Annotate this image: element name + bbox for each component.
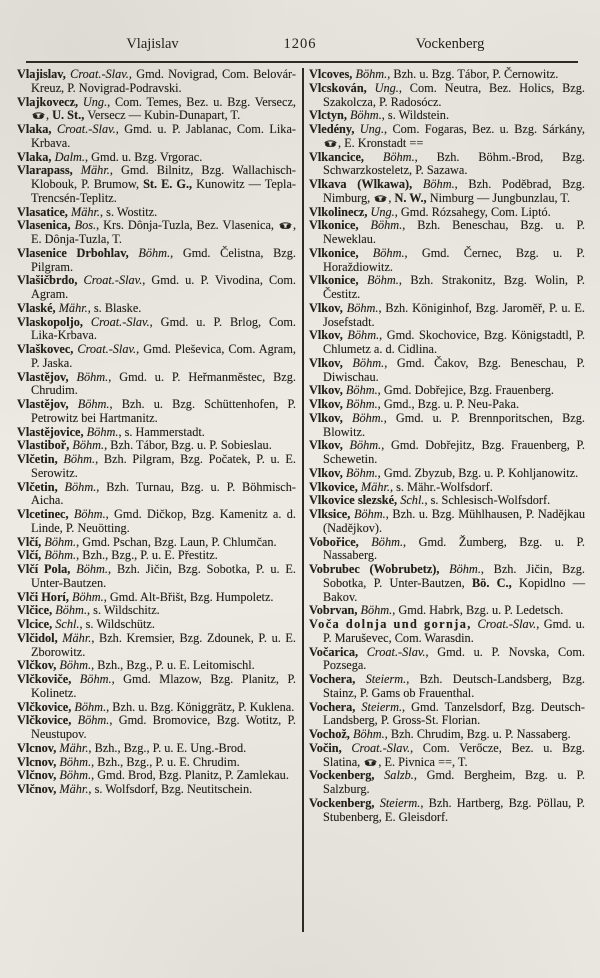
entry — [17, 219, 296, 247]
entry — [309, 673, 585, 701]
entry-region: Böhm. — [352, 355, 385, 370]
entry-text: , Gmd. u. P. Brennporitschen, Bzg. Blowitz. — [323, 410, 585, 439]
entry-region: Böhm. — [345, 397, 378, 411]
entry-headword: Vlčnov, — [17, 782, 60, 796]
entry-text: , Gmd. Alt-Břišt, Bzg. Humpoletz. — [103, 589, 274, 604]
entry-headword: Vlksice, — [309, 507, 354, 521]
entry-text: , Gmd. Rózsahegy, Com. Liptó. — [394, 204, 551, 219]
entry-text: , Gmd. Pschan, Bzg. Laun, P. Chlumčan. — [76, 534, 277, 549]
entry-region: Böhm. — [64, 479, 97, 494]
entry-region: Böhm. — [44, 548, 77, 563]
entry-region: Croat.-Slav. — [477, 617, 537, 631]
entry — [17, 481, 296, 509]
entry-headword: Vlčice, — [17, 603, 56, 618]
entry-headword: Vlaské, — [17, 300, 59, 315]
entry-headword: Vlčkoviče, — [17, 672, 80, 686]
entry-text: , Bzh. Pilgram, Bzg. Počatek, P. u. E. Serowitz. — [31, 452, 296, 480]
entry-text: , Bzh. Tábor, Bzg. u. P. Sobieslau. — [104, 438, 272, 453]
entry-headword: Vlaškovec, — [17, 342, 78, 356]
posthorn-icon — [31, 111, 46, 120]
entry-text: , Bzh., Bzg., P. u. E. Ung.-Brod. — [88, 740, 247, 755]
entry-text: , s. Hammerstadt. — [118, 424, 205, 439]
entry — [17, 68, 296, 96]
entry — [17, 426, 296, 440]
entry — [17, 302, 296, 316]
entry-region: Böhm. — [76, 562, 108, 576]
entry — [309, 439, 585, 467]
entry-region: Böhm. — [74, 699, 107, 714]
entry — [17, 769, 296, 783]
entry-region: Salzb. — [384, 768, 414, 783]
entry-text: , s. Mähr.-Wolfsdorf. — [389, 479, 493, 494]
entry-text: , Bzh. Hartberg, Bzg. Pöllau, P. Stubenberg, E. Gleisdorf. — [323, 795, 585, 824]
entry-text: , Gmd. Černec, Bzg. u. P. Horaždiowitz. — [323, 245, 585, 274]
entry-region: Böhm. — [86, 424, 119, 439]
entry — [309, 151, 585, 179]
entry-headword: Vlastějovice, — [17, 424, 87, 439]
entry-region: Dalm. — [54, 149, 85, 164]
entry — [17, 164, 296, 205]
entry-region: Böhm. — [353, 507, 386, 521]
entry-text: , Bzh. u. Bzg. Tábor, P. Černowitz. — [387, 67, 559, 81]
entry-text: , Gmd. u. P. Brlog, Com. Lika-Krbava. — [31, 314, 297, 343]
entry-text: , Bzh., Bzg., P. u. E. Leitomischl. — [91, 658, 255, 673]
entry-headword: Vlcnov, — [17, 754, 60, 769]
entry — [17, 604, 296, 618]
entry-headword: Vlcoves, — [309, 67, 356, 81]
entry — [17, 659, 296, 673]
entry — [17, 673, 296, 701]
entry-text: , Bzh. u. Bzg. Königgrätz, P. Kuklena. — [106, 699, 295, 714]
entry-headword: Vockenberg, — [309, 768, 385, 783]
entry-region: Böhm. — [77, 713, 110, 728]
entry-headword: Vlkov, — [309, 383, 346, 398]
entry-region: Mähr. — [70, 204, 101, 219]
entry — [309, 728, 585, 742]
entry-region: Croat.-Slav. — [366, 644, 426, 659]
entry-headword: Vlcskován, — [309, 80, 375, 95]
entry — [17, 701, 296, 715]
entry — [309, 536, 585, 564]
entry-text: , s. Wolfsdorf, Bzg. Neutitschein. — [88, 782, 253, 796]
entry-text: , Com. Temes, Bez. u. Bzg. Versecz, — [107, 94, 296, 109]
entry-text: , Bzh. u. Bzg. Schüttenhofen, P. Petrowitz bei Hartmanitz. — [31, 397, 296, 425]
entry-headword: Vledény, — [309, 122, 360, 136]
entry — [17, 123, 296, 151]
entry-region: Mähr. — [59, 782, 89, 796]
entry — [309, 68, 585, 82]
entry-text: , s. Wildschitz. — [87, 603, 160, 618]
entry-text: , s. Wostitz. — [100, 204, 158, 219]
entry-headword: Vlašičbrdo, — [17, 273, 84, 288]
entry-region: Böhm. — [72, 438, 105, 453]
entry — [17, 714, 296, 742]
entry-headword: Vlaka, — [17, 149, 55, 164]
entry-headword: Vlkava (Wlkawa), — [309, 177, 423, 191]
entry-headword: Vlkov, — [309, 465, 346, 480]
text-columns — [17, 68, 585, 936]
entry-text: , Bzh. Poděbrad, Bzg. Nimburg, — [323, 177, 585, 205]
entry-headword: Vlasatice, — [17, 204, 71, 219]
entry-region: Böhm. — [367, 273, 399, 288]
entry-text: , Gmd. u. P. Jablanac, Com. Lika-Krbava. — [31, 122, 296, 150]
entry-region: Böhm. — [370, 218, 403, 233]
entry-region: Böhm. — [79, 672, 112, 686]
entry-text: , s. Schlesisch-Wolfsdorf. — [424, 493, 551, 508]
entry-text: Nimburg — Jungbunzlau, T. — [429, 190, 571, 205]
entry-headword: Vlcetinec, — [17, 507, 74, 521]
entry-text: Versecz — Kubin-Dunapart, T. — [87, 108, 241, 123]
entry-text: , Gmd. Brod, Bzg. Planitz, P. Zamlekau. — [91, 768, 289, 783]
entry-headword: Vlkov, — [309, 328, 348, 343]
entry-region: Mähr. — [58, 300, 88, 315]
entry-headword: Vlkovice slezské, — [309, 493, 401, 508]
entry — [309, 384, 585, 398]
entry-headword: Vlčkov, — [17, 658, 60, 673]
entry-region: Schl. — [400, 493, 425, 508]
entry — [309, 123, 585, 151]
entry-text: , Bzh. Böhm.-Brod, Bzg. Schwarzkosteletz, P. Sazawa. — [323, 149, 586, 178]
entry-text: , Gmd. Pleševica, Com. Agram, P. Jaska. — [31, 342, 296, 370]
entry-headword: Vlkov, — [309, 300, 347, 315]
entry-text: , Gmd. Čakov, Bzg. Beneschau, P. Diwischau. — [323, 355, 586, 384]
entry-region: Böhm. — [360, 603, 393, 618]
entry-text: , E. Pivnica ==, T. — [378, 754, 468, 769]
entry-text: Kopidlno — Bakov. — [323, 575, 585, 604]
entry-text: , Gmd. Mlazow, Bzg. Planitz, P. Kolinetz. — [31, 672, 297, 700]
entry-headword: Vlči Horí, — [17, 589, 72, 604]
entry-text: , Bzh. Kremsier, Bzg. Zdounek, P. u. E. Zborowitz. — [31, 630, 296, 659]
column-divider — [302, 68, 304, 932]
entry — [309, 274, 585, 302]
entry — [17, 343, 296, 371]
entry-region: Ung. — [374, 80, 399, 95]
entry-region: Croat.-Slav. — [90, 314, 150, 329]
entry-text: Kunowitz — Tepla-Trencsén-Teplitz. — [31, 177, 296, 205]
entry-headword: Voča dolnja und gornja, — [309, 617, 478, 631]
entry-headword: Bö. C., — [471, 575, 519, 590]
entry-text: , Gmd. Bromovice, Bzg. Wotitz, P. Neustupov. — [31, 713, 297, 741]
entry — [309, 219, 585, 247]
entry-headword: Vlčí, — [17, 548, 45, 563]
entry-text: , Bzh. Königinhof, Bzg. Jaroměř, P. u. E. Josefstadt. — [323, 300, 586, 329]
entry-region: Böhm. — [345, 383, 378, 398]
entry-region: Bos. — [74, 218, 97, 233]
entry-region: Böhm. — [73, 507, 106, 521]
entry-region: Böhm. — [371, 534, 404, 549]
entry-headword: Vlčkovice, — [17, 699, 75, 714]
entry-headword: St. E. G., — [143, 177, 197, 191]
running-head — [0, 36, 600, 56]
entry — [17, 371, 296, 399]
entry-headword: Vlčí Pola, — [17, 562, 77, 576]
entry-region: Croat.-Slav. — [351, 740, 411, 755]
entry-headword: Vlkov, — [309, 355, 353, 370]
entry-headword: Vobořice, — [309, 534, 372, 549]
entry — [309, 412, 585, 440]
entry — [309, 701, 585, 729]
entry-headword: Vockenberg, — [309, 795, 380, 810]
entry-region: Ung. — [370, 204, 395, 219]
entry-region: Böhm. — [355, 67, 388, 81]
entry-text: , Bzh. Strakonitz, Bzg. Wolin, P. Čestitz. — [323, 273, 585, 301]
entry-text: , Bzh., Bzg., P. u. E. Chrudim. — [91, 754, 240, 769]
entry-text: , Gmd. u. P. Maruševec, Com. Warasdin. — [323, 617, 585, 645]
entry — [17, 508, 296, 536]
entry-headword: Vlkancice, — [309, 149, 383, 164]
entry-headword: Vlčí, — [17, 534, 45, 549]
entry-region: Böhm. — [76, 369, 109, 384]
entry — [17, 742, 296, 756]
entry — [17, 591, 296, 605]
entry-headword: Vočarica, — [309, 644, 367, 659]
entry-region: Steierm. — [365, 672, 407, 686]
entry — [309, 508, 585, 536]
entry-region: Croat.-Slav. — [83, 273, 143, 288]
entry-region: Steierm. — [379, 795, 421, 810]
entry-region: Ung. — [82, 94, 108, 109]
entry-headword: Vobrvan, — [309, 603, 361, 618]
entry — [309, 604, 585, 618]
entry-text: , Gmd. u. P. Heřmanměstec, Bzg. Chrudim. — [31, 369, 296, 398]
entry-text: , Com. Fogaras, Bez. u. Bzg. Sárkány, — [384, 122, 585, 136]
entry — [17, 549, 296, 563]
entry-region: Mähr. — [59, 740, 89, 755]
entry-text: , Gmd. Dobřejitz, Bzg. Frauenberg, P. Schewetin. — [323, 438, 586, 466]
entry — [17, 536, 296, 550]
entry-text: , E. Kronstadt == — [338, 135, 424, 150]
entry-text: , Gmd. Skochovice, Bzg. Königstadtl, P. Chlumetz a. d. Cidlina. — [323, 328, 586, 356]
entry-region: Böhm. — [347, 328, 380, 343]
posthorn-icon — [278, 221, 293, 230]
entry-headword: N. W., — [394, 190, 430, 205]
entry-headword: Vochož, — [309, 727, 353, 741]
entry — [309, 82, 585, 110]
entry-region: Mähr. — [360, 479, 390, 494]
posthorn-icon — [363, 758, 378, 767]
entry-headword: Vlastějov, — [17, 369, 77, 384]
entry-region: Schl. — [55, 617, 80, 631]
entry — [309, 494, 585, 508]
entry-region: Croat.-Slav. — [70, 67, 129, 81]
entry-headword: Vochera, — [309, 699, 362, 714]
entry-text: , Gmd. Novigrad, Com. Belovár-Kreuz, P. Novigrad-Podravski. — [31, 67, 296, 95]
entry-region: Böhm. — [422, 177, 455, 191]
entry-text: , Bzh. Beneschau, Bzg. u. P. Neweklau. — [323, 218, 586, 246]
entry-headword: Vlcice, — [17, 617, 56, 631]
entry-headword: Vlaka, — [17, 122, 57, 136]
entry-text: , Com. Neutra, Bez. Holics, Bzg. Szakolcza, P. Radosócz. — [323, 80, 585, 109]
entry — [309, 563, 585, 604]
entry — [17, 756, 296, 770]
header-keyword-right: Vockenberg — [415, 36, 485, 52]
entry-headword: Vlastiboř, — [17, 438, 73, 453]
entry-text: , Bzh. Jičin, Bzg. Sobotka, P. Unter-Bautzen, — [323, 562, 585, 590]
entry-text: , Gmd. Dičkop, Bzg. Kamenitz a. d. Linde, P. Neuötting. — [31, 507, 296, 535]
entry-region: Böhm. — [351, 410, 384, 425]
entry-text: , Bzh. Deutsch-Landsberg, Bzg. Stainz, P. Gams ob Frauenthal. — [323, 672, 585, 700]
entry-region: Croat.-Slav. — [77, 342, 137, 356]
entry-text: , Gmd. u. P. Vivodina, Com. Agram. — [31, 273, 296, 301]
entry-text: , s. Wildschütz. — [79, 617, 155, 631]
entry-text: , Gmd. Dobřejice, Bzg. Frauenberg. — [377, 383, 554, 398]
entry-headword: Vochera, — [309, 672, 366, 686]
entry-text: , Gmd. u. P. Novska, Com. Pozsega. — [323, 644, 585, 673]
entry-headword: Vlaskopoljo, — [17, 314, 91, 329]
entry — [309, 109, 585, 123]
entry — [309, 206, 585, 220]
entry-text: , Gmd., Bzg. u. P. Neu-Paka. — [377, 397, 520, 411]
entry-headword: Vlajislav, — [17, 67, 71, 81]
entry-text: , Gmd. Čelistna, Bzg. Pilgram. — [31, 245, 296, 274]
entry-headword: Vočin, — [309, 740, 352, 755]
entry — [17, 618, 296, 632]
entry-region: Böhm. — [349, 438, 382, 453]
entry — [309, 481, 585, 495]
entry-region: Böhm. — [382, 149, 415, 164]
entry-text: , E. Dônja-Tuzla, T. — [31, 218, 297, 246]
entry-headword: U. St., — [52, 108, 88, 123]
entry-text: , — [46, 108, 53, 123]
entry-text: , — [388, 190, 395, 205]
entry — [309, 646, 585, 674]
posthorn-icon — [323, 139, 338, 148]
entry-region: Mähr. — [80, 163, 110, 178]
entry — [309, 302, 585, 330]
entry-headword: Vlasenica, — [17, 218, 75, 233]
entry-region: Böhm. — [352, 727, 385, 741]
entry-region: Böhm. — [77, 397, 110, 411]
entry-headword: Vlkovice, — [309, 479, 361, 494]
entry-region: Böhm. — [59, 658, 92, 673]
entry-text: , Com. Verőcze, Bez. u. Bzg. Slatina, — [323, 740, 585, 769]
entry-headword: Vlkov, — [309, 397, 346, 411]
entry — [309, 398, 585, 412]
entry-region: Böhm. — [345, 465, 378, 480]
entry-text: , Gmd. Habrk, Bzg. u. P. Ledetsch. — [392, 603, 564, 618]
entry — [17, 563, 296, 591]
entry-region: Böhm. — [346, 300, 379, 315]
entry-headword: Vlčidol, — [17, 630, 63, 645]
entry-region: Böhm. — [55, 603, 88, 618]
entry-text: , s. Blaske. — [87, 300, 142, 315]
entry — [17, 151, 296, 165]
entry — [309, 769, 585, 797]
entry — [17, 453, 296, 481]
entry — [309, 329, 585, 357]
entry — [17, 783, 296, 797]
entry-headword: Vlčetin, — [17, 452, 64, 466]
entry-region: Böhm. — [59, 754, 92, 769]
entry — [17, 439, 296, 453]
entry-region: Croat.-Slav. — [56, 122, 116, 136]
entry — [309, 467, 585, 481]
page-number: 1206 — [283, 36, 317, 52]
entry — [17, 96, 296, 124]
entry-headword: Vlcnov, — [17, 740, 60, 755]
entry-headword: Vlkonice, — [309, 245, 373, 260]
entry — [17, 206, 296, 220]
entry-region: Böhm. — [71, 589, 104, 604]
header-keyword-left: Vlajislav — [126, 36, 179, 52]
entry-headword: Vlkonice, — [309, 273, 368, 288]
entry-headword: Vlkov, — [309, 438, 350, 453]
posthorn-icon — [373, 194, 388, 203]
entry-text: , Krs. Dônja-Tuzla, Bez. Vlasenica, — [96, 218, 278, 233]
entry-text: , Bzh. u. Bzg. Mühlhausen, P. Nadějkau (Nadějkov). — [323, 507, 586, 535]
entry — [17, 398, 296, 426]
entry — [309, 618, 585, 646]
entry — [17, 274, 296, 302]
entry-text: , Bzh. Chrudim, Bzg. u. P. Nassaberg. — [384, 727, 571, 741]
entry — [309, 357, 585, 385]
entry — [17, 247, 296, 275]
entry — [309, 247, 585, 275]
entry-region: Ung. — [359, 122, 385, 136]
entry-text: , s. Wildstein. — [381, 108, 450, 123]
entry-text: , Gmd. Žumberg, Bzg. u. P. Nassaberg. — [323, 534, 585, 563]
entry-region: Böhm. — [59, 768, 92, 783]
entry-headword: Vlkov, — [309, 410, 352, 425]
entry-region: Mähr. — [62, 630, 92, 645]
entry-headword: Vlctyn, — [309, 108, 350, 123]
entry-headword: Vlajkovecz, — [17, 94, 83, 109]
entry-region: Böhm. — [63, 452, 96, 466]
entry-text: , Gmd. Bergheim, Bzg. u. P. Salzburg. — [323, 768, 585, 796]
entry-text: , Bzh. Turnau, Bzg. u. P. Böhmisch-Aicha. — [31, 479, 296, 508]
entry-region: Böhm. — [372, 245, 405, 260]
entry-region: Böhm. — [350, 108, 382, 123]
entry-headword: Vlasenice Drbohlav, — [17, 245, 139, 260]
entry-headword: Vlkolinecz, — [309, 204, 371, 219]
entry — [17, 316, 296, 344]
entry — [17, 632, 296, 660]
entry-text: , Gmd. Zbyzub, Bzg. u. P. Kohljanowitz. — [377, 465, 579, 480]
column-right — [309, 68, 585, 936]
entry-region: Böhm. — [44, 534, 77, 549]
entry-headword: Vlastějov, — [17, 397, 78, 411]
entry-region: Böhm. — [138, 245, 171, 260]
entry-headword: Vlčkovice, — [17, 713, 78, 728]
header-rule — [26, 61, 578, 63]
entry-text: , Gmd. Tanzelsdorf, Bzg. Deutsch-Landsberg, P. Gross-St. Florian. — [323, 699, 585, 728]
entry-headword: Vlčetin, — [17, 479, 65, 494]
entry-headword: Vobrubec (Wobrubetz), — [309, 562, 450, 576]
entry-text: , Bzh., Bzg., P. u. E. Přestitz. — [76, 548, 218, 563]
entry — [309, 797, 585, 825]
column-left — [17, 68, 296, 936]
entry-headword: Vlčnov, — [17, 768, 60, 783]
entry-text: , Gmd. Bilnitz, Bzg. Wallachisch-Klobouk, P. Brumow, — [31, 163, 296, 191]
entry-region: Böhm. — [449, 562, 481, 576]
entry — [309, 742, 585, 770]
entry-headword: Vlkonice, — [309, 218, 371, 233]
entry-headword: Vlarapass, — [17, 163, 81, 178]
entry-text: , Bzh. Jičin, Bzg. Sobotka, P. u. E. Unter-Bautzen. — [31, 562, 296, 590]
entry-region: Steierm. — [361, 699, 403, 714]
entry — [309, 178, 585, 206]
entry-text: , Gmd. u. Bzg. Vrgorac. — [85, 149, 203, 164]
